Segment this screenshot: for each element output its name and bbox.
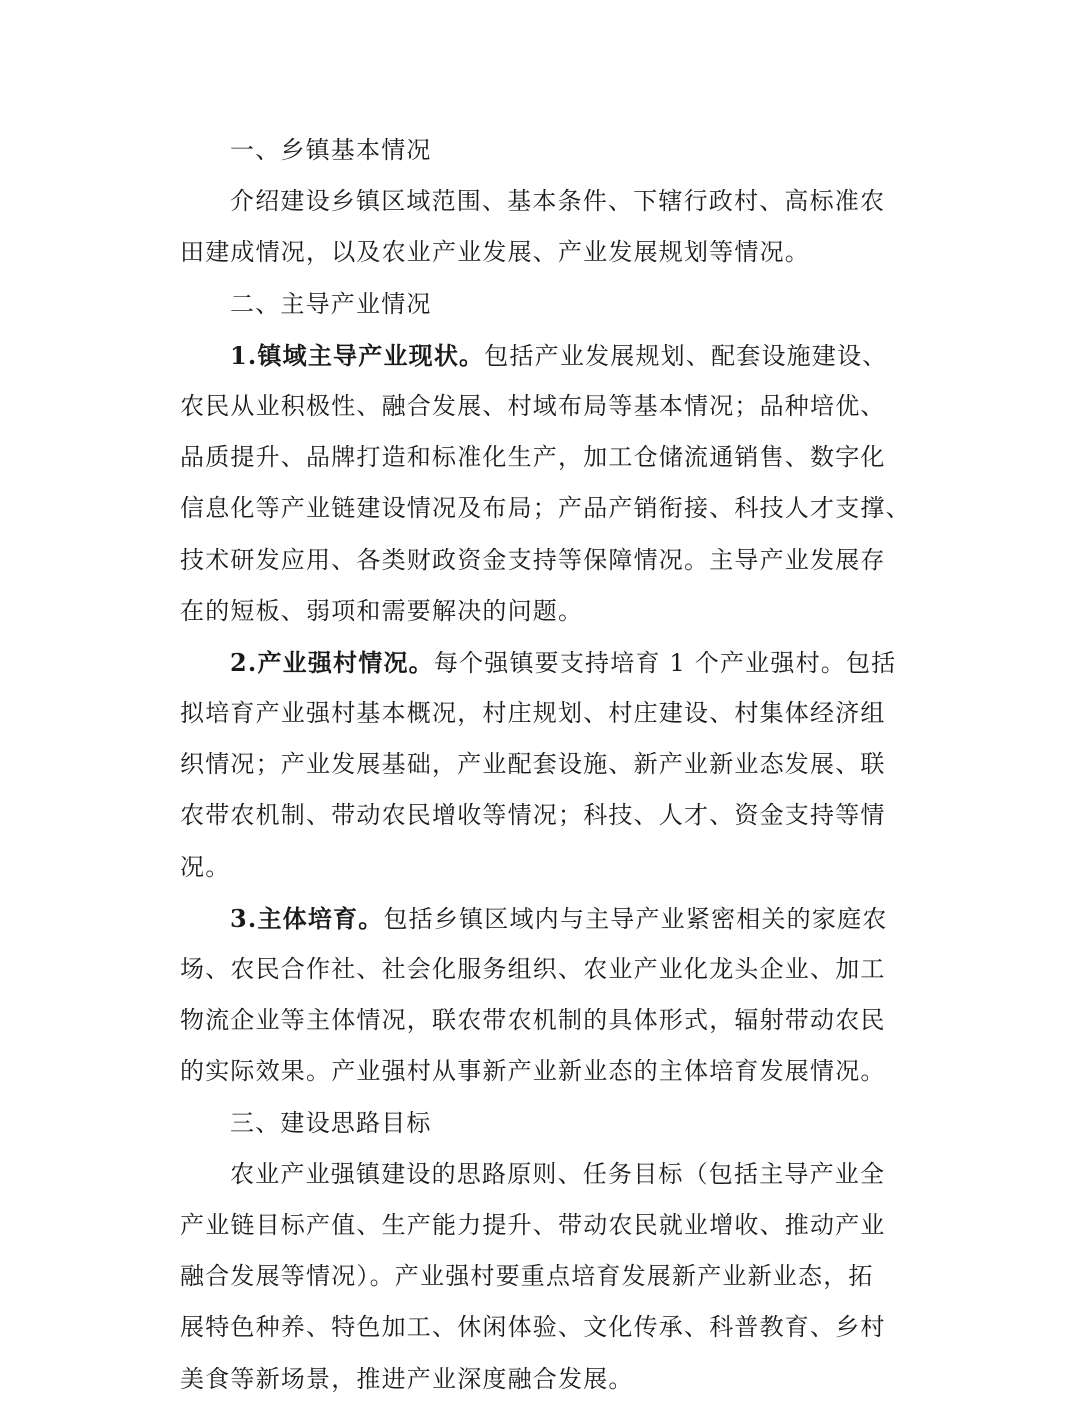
- section-township-basics: [180, 125, 900, 279]
- paragraph-line: [180, 330, 900, 381]
- paragraph-line: 农民从业积极性、融合发展、村域布局等基本情况；品种培优、: [180, 391, 886, 420]
- paragraph: [180, 176, 900, 278]
- paragraph-line: 技术研发应用、各类财政资金支持等保障情况。主导产业发展存: [180, 545, 886, 574]
- paragraph: [180, 1149, 900, 1405]
- paragraph-strong-village: [180, 637, 900, 893]
- section-leading-industry: [180, 279, 911, 1098]
- paragraph-line: 拟培育产业强村基本概况，村庄规划、村庄建设、村集体经济组: [180, 699, 886, 728]
- paragraph-line: 品质提升、品牌打造和标准化生产，加工仓储流通销售、数字化: [180, 443, 886, 472]
- paragraph-lead: 2.产业强村情况。: [230, 647, 434, 677]
- paragraph-line: 况。: [180, 852, 231, 881]
- paragraph-line: 美食等新场景，推进产业深度融合发展。: [180, 1364, 634, 1393]
- paragraph-line-text: 每个强镇要支持培育 1 个产业强村。包括: [433, 648, 897, 677]
- paragraph-line: 的实际效果。产业强村从事新产业新业态的主体培育发展情况。: [180, 1057, 886, 1086]
- paragraph-line: 展特色种养、特色加工、休闲体验、文化传承、科普教育、乡村: [180, 1313, 886, 1342]
- section-heading: 一、乡镇基本情况: [230, 136, 432, 164]
- paragraph-line: 农带农机制、带动农民增收等情况；科技、人才、资金支持等情: [180, 801, 886, 830]
- paragraph-line: 物流企业等主体情况，联农带农机制的具体形式，辐射带动农民: [180, 1006, 886, 1035]
- paragraph-industry-status: [180, 330, 911, 637]
- paragraph-line-text: 包括产业发展规划、配套设施建设、: [484, 341, 888, 370]
- paragraph-line: 田建成情况，以及农业产业发展、产业发展规划等情况。: [180, 238, 810, 267]
- document-page: [180, 125, 911, 1405]
- paragraph-line: 织情况；产业发展基础，产业配套设施、新产业新业态发展、联: [180, 750, 886, 779]
- paragraph-line: 信息化等产业链建设情况及布局；产品产销衔接、科技人才支撑、: [180, 494, 911, 523]
- paragraph-lead: 1.镇域主导产业现状。: [230, 340, 485, 370]
- section-heading: 三、建设思路目标: [230, 1108, 432, 1137]
- paragraph-line: [180, 893, 900, 944]
- paragraph-line-text: 包括乡镇区域内与主导产业紧密相关的家庭农: [383, 904, 888, 933]
- paragraph-line: 农业产业强镇建设的思路原则、任务目标（包括主导产业全: [230, 1159, 886, 1188]
- section-heading: 二、主导产业情况: [230, 289, 432, 318]
- paragraph-lead: 3.主体培育。: [230, 903, 384, 933]
- section-construction-goals: [180, 1098, 900, 1405]
- paragraph-line: 在的短板、弱项和需要解决的问题。: [180, 596, 584, 625]
- paragraph-line: 场、农民合作社、社会化服务组织、农业产业化龙头企业、加工: [180, 955, 886, 983]
- paragraph-entity-cultivation: [180, 893, 900, 1098]
- paragraph-line: [180, 637, 900, 688]
- paragraph-line: 产业链目标产值、生产能力提升、带动农民就业增收、推动产业: [180, 1210, 886, 1239]
- paragraph-line: 介绍建设乡镇区域范围、基本条件、下辖行政村、高标准农: [230, 187, 886, 216]
- paragraph-line: 融合发展等情况）。产业强村要重点培育发展新产业新业态，拓: [180, 1262, 874, 1291]
